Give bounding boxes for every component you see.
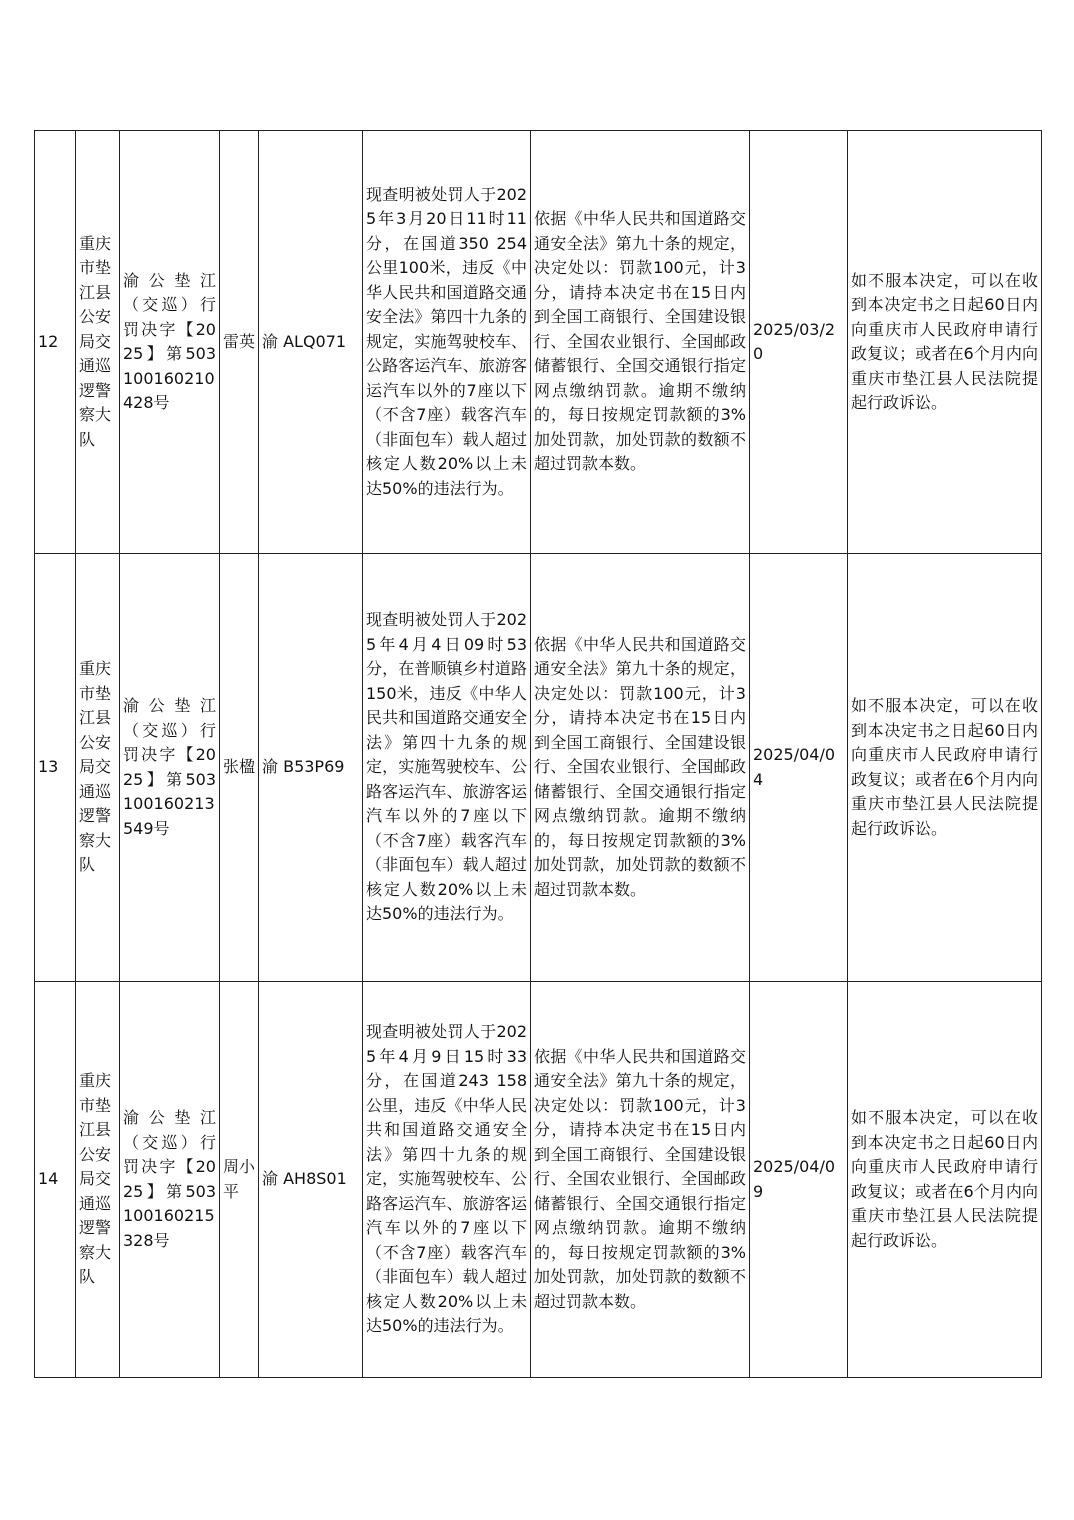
penalty-decision-table (34, 130, 1042, 1378)
person-name-cell: 张楹 (220, 554, 259, 982)
plate-number-cell: 渝 AH8S01 (259, 982, 363, 1378)
document-number-cell: 渝公垫江（交巡）行罚决字【2025】第503100160215328号 (120, 982, 220, 1378)
person-name-cell: 雷英 (220, 131, 259, 554)
decision-date-cell: 2025/03/20 (750, 131, 848, 554)
penalty-decision-cell: 依据《中华人民共和国道路交通安全法》第九十条的规定，决定处以：罚款100元，计3分，请持本决定书在15日内到全国工商银行、全国建设银行、全国农业银行、全国邮政储蓄银行、全国交通银行指定网点缴纳罚款。逾期不缴纳的，每日按规定罚款额的3%加处罚款，加处罚款的数额不超过罚款本数。 (531, 131, 750, 554)
row-number: 12 (35, 131, 76, 554)
penalty-decision-cell: 依据《中华人民共和国道路交通安全法》第九十条的规定，决定处以：罚款100元，计3分，请持本决定书在15日内到全国工商银行、全国建设银行、全国农业银行、全国邮政储蓄银行、全国交通银行指定网点缴纳罚款。逾期不缴纳的，每日按规定罚款额的3%加处罚款，加处罚款的数额不超过罚款本数。 (531, 982, 750, 1378)
table-row (35, 982, 1042, 1378)
legal-remedy-cell: 如不服本决定，可以在收到本决定书之日起60日内向重庆市人民政府申请行政复议；或者在6个月内向重庆市垫江县人民法院提起行政诉讼。 (848, 554, 1042, 982)
decision-date-cell: 2025/04/09 (750, 982, 848, 1378)
plate-number-cell: 渝 ALQ071 (259, 131, 363, 554)
agency-cell: 重庆市垫江县公安局交通巡逻警察大队 (76, 982, 120, 1378)
violation-facts-cell: 现查明被处罚人于2025年4月4日09时53分，在普顺镇乡村道路150米，违反《中华人民共和国道路交通安全法》第四十九条的规定，实施驾驶校车、公路客运汽车、旅游客运汽车以外的7座以下（不含7座）载客汽车（非面包车）载人超过核定人数20%以上未达50%的违法行为。 (363, 554, 531, 982)
penalty-decision-cell: 依据《中华人民共和国道路交通安全法》第九十条的规定，决定处以：罚款100元，计3分，请持本决定书在15日内到全国工商银行、全国建设银行、全国农业银行、全国邮政储蓄银行、全国交通银行指定网点缴纳罚款。逾期不缴纳的，每日按规定罚款额的3%加处罚款，加处罚款的数额不超过罚款本数。 (531, 554, 750, 982)
violation-facts-cell: 现查明被处罚人于2025年3月20日11时11分，在国道350 254公里100米，违反《中华人民共和国道路交通安全法》第四十九条的规定，实施驾驶校车、公路客运汽车、旅游客运汽车以外的7座以下（不含7座）载客汽车（非面包车）载人超过核定人数20%以上未达50%的违法行为。 (363, 131, 531, 554)
document-number-cell: 渝公垫江（交巡）行罚决字【2025】第503100160210428号 (120, 131, 220, 554)
agency-cell: 重庆市垫江县公安局交通巡逻警察大队 (76, 554, 120, 982)
decision-date-cell: 2025/04/04 (750, 554, 848, 982)
row-number: 13 (35, 554, 76, 982)
legal-remedy-cell: 如不服本决定，可以在收到本决定书之日起60日内向重庆市人民政府申请行政复议；或者在6个月内向重庆市垫江县人民法院提起行政诉讼。 (848, 982, 1042, 1378)
agency-cell: 重庆市垫江县公安局交通巡逻警察大队 (76, 131, 120, 554)
violation-facts-cell: 现查明被处罚人于2025年4月9日15时33分，在国道243 158公里，违反《中华人民共和国道路交通安全法》第四十九条的规定，实施驾驶校车、公路客运汽车、旅游客运汽车以外的7座以下（不含7座）载客汽车（非面包车）载人超过核定人数20%以上未达50%的违法行为。 (363, 982, 531, 1378)
document-number-cell: 渝公垫江（交巡）行罚决字【2025】第503100160213549号 (120, 554, 220, 982)
row-number: 14 (35, 982, 76, 1378)
plate-number-cell: 渝 B53P69 (259, 554, 363, 982)
table-row (35, 554, 1042, 982)
legal-remedy-cell: 如不服本决定，可以在收到本决定书之日起60日内向重庆市人民政府申请行政复议；或者在6个月内向重庆市垫江县人民法院提起行政诉讼。 (848, 131, 1042, 554)
table-row (35, 131, 1042, 554)
person-name-cell: 周小平 (220, 982, 259, 1378)
